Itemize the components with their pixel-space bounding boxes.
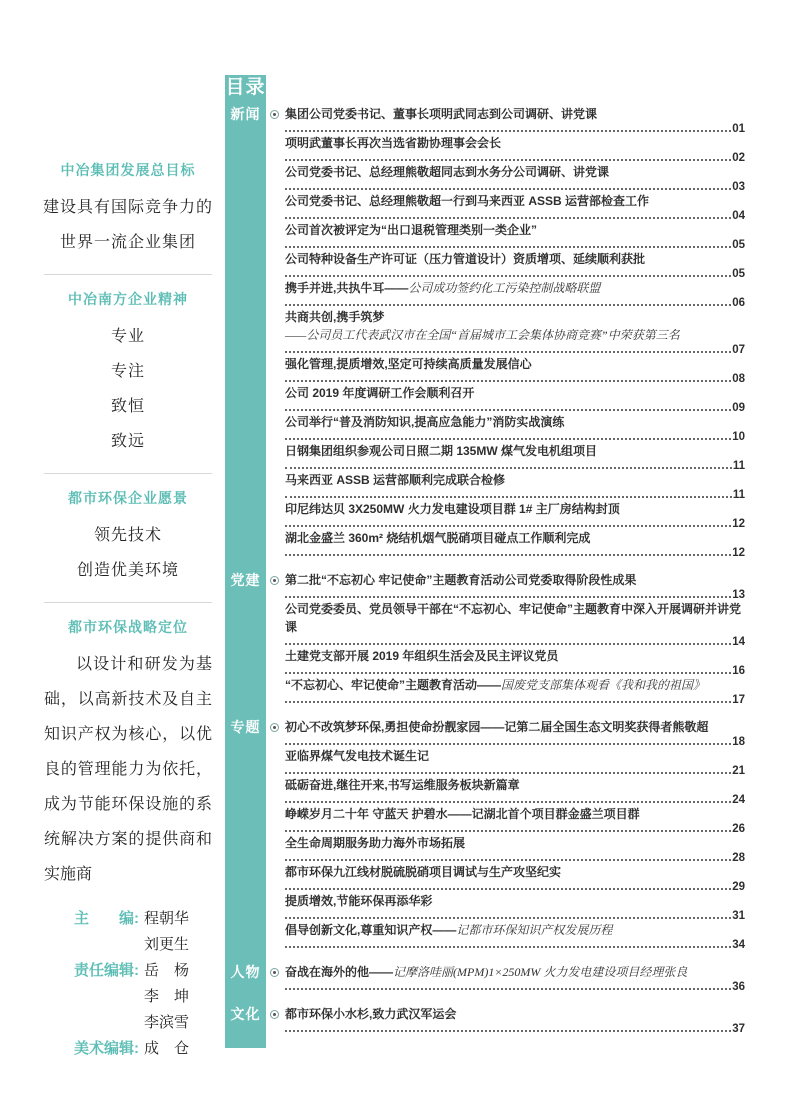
- entry-text: 峥嵘岁月二十年 守蓝天 护碧水——记湖北首个项目群金盛兰项目群: [285, 807, 640, 821]
- credit-row: [74, 984, 216, 1010]
- credit-name: 程朝华: [144, 910, 190, 927]
- entry-title: [285, 834, 745, 852]
- entry-text: 日钢集团组织参观公司日照二期 135MW 煤气发电机组项目: [285, 444, 598, 458]
- credit-label: 责任编辑:: [74, 962, 139, 979]
- entry-leader: [285, 152, 745, 163]
- toc-entry[interactable]: [285, 279, 745, 308]
- entry-text: 集团公司党委书记、董事长项明武同志到公司调研、讲党课: [285, 107, 598, 121]
- entry-text: 都市环保小水杉,致力武汉军运会: [285, 1007, 457, 1021]
- entry-text: 项明武董事长再次当选省勘协理事会会长: [285, 136, 502, 150]
- toc-sections: [225, 105, 745, 1034]
- entry-leader: [285, 939, 745, 950]
- entry-title: [285, 1005, 745, 1023]
- entry-title: [285, 647, 745, 665]
- toc-entry[interactable]: [285, 250, 745, 279]
- sidebar-line: 致恒: [110, 398, 145, 415]
- dotted-leader: [285, 380, 731, 382]
- dotted-leader: [285, 946, 731, 948]
- dotted-leader: [285, 351, 731, 353]
- page-number: 13: [732, 589, 745, 601]
- page-number: 26: [732, 823, 745, 835]
- entry-leader: [285, 636, 745, 647]
- page-number: 36: [732, 981, 745, 993]
- entry-title: [285, 718, 745, 736]
- page-number: 12: [732, 518, 745, 530]
- entry-title: [285, 308, 745, 344]
- entry-text: 公司党委委员、党员领导干部在“不忘初心、牢记使命”主题教育中深入开展调研并讲党课: [285, 602, 742, 634]
- toc-entry[interactable]: [285, 192, 745, 221]
- sidebar-line: 领先技术: [93, 527, 162, 544]
- section-label: 党建: [230, 572, 261, 588]
- entry-leader: [285, 794, 745, 805]
- dotted-leader: [285, 525, 731, 527]
- dotted-leader: [285, 772, 731, 774]
- entry-text: 砥砺奋进,继往开来,书写运维服务板块新篇章: [285, 778, 520, 792]
- sidebar-heading: 都市环保企业愿景: [68, 490, 188, 506]
- entry-leader: [285, 431, 745, 442]
- entry-title: [285, 892, 745, 910]
- sidebar: [40, 148, 216, 1062]
- page-number: 14: [732, 636, 745, 648]
- toc-entry[interactable]: [285, 892, 745, 921]
- credit-name: 李滨雪: [144, 1014, 190, 1031]
- section-side: [225, 105, 285, 122]
- dotted-leader: [285, 409, 731, 411]
- bullet-dot: [273, 1013, 276, 1016]
- credit-row: [74, 1036, 216, 1062]
- entry-title: [285, 805, 745, 823]
- entry-title: [285, 747, 745, 765]
- entry-title: [285, 413, 745, 431]
- entry-subtitle: 记摩洛哇丽(MPM)1×250MW 火力发电建设项目经理张良: [393, 965, 688, 979]
- sidebar-line: 创造优美环境: [76, 562, 179, 579]
- entry-text: 第二批“不忘初心 牢记使命”主题教育活动公司党委取得阶段性成果: [285, 573, 637, 587]
- page-number: 08: [732, 373, 745, 385]
- toc-entry[interactable]: [285, 747, 745, 776]
- entry-text: 共商共创,携手筑梦: [285, 310, 385, 324]
- entry-title: [285, 163, 745, 181]
- section-entries: [285, 1005, 745, 1034]
- entry-text: 公司党委书记、总经理熊敬超一行到马来西亚 ASSB 运营部检查工作: [285, 194, 650, 208]
- entry-subtitle: 公司成功签约化工污染控制战略联盟: [408, 281, 601, 295]
- toc-section: [225, 105, 745, 558]
- dotted-leader: [285, 701, 731, 703]
- toc-entry[interactable]: [285, 921, 745, 950]
- entry-title: [285, 600, 745, 636]
- toc-entry[interactable]: [285, 442, 745, 471]
- section-side: [225, 571, 285, 588]
- credit-row: [74, 958, 216, 984]
- entry-leader: [285, 123, 745, 134]
- dotted-leader: [285, 743, 731, 745]
- section-bullet-icon: [270, 723, 279, 732]
- entry-title: [285, 105, 745, 123]
- dotted-leader: [285, 246, 731, 248]
- dotted-leader: [285, 496, 732, 498]
- toc-entry[interactable]: [285, 718, 745, 747]
- dotted-leader: [285, 275, 731, 277]
- credit-label: [74, 984, 144, 1010]
- entry-title: [285, 921, 745, 939]
- entry-leader: [285, 852, 745, 863]
- credit-row: [74, 932, 216, 958]
- section-side: [225, 1005, 285, 1022]
- credit-row: [74, 906, 216, 932]
- page-number: 07: [732, 344, 745, 356]
- entry-title: [285, 384, 745, 402]
- entry-text: 奋战在海外的他——: [285, 965, 394, 979]
- page-number: 29: [732, 881, 745, 893]
- dotted-leader: [285, 988, 731, 990]
- toc-entry[interactable]: [285, 308, 745, 355]
- entry-title: [285, 529, 745, 547]
- section-label: 文化: [230, 1006, 261, 1022]
- page-number: 16: [732, 665, 745, 677]
- toc-entry[interactable]: [285, 163, 745, 192]
- toc-entry[interactable]: [285, 413, 745, 442]
- toc-entry[interactable]: [285, 647, 745, 676]
- entry-text: 强化管理,提质增效,坚定可持续高质量发展信心: [285, 357, 532, 371]
- sidebar-line: 建设具有国际竞争力的: [42, 199, 213, 216]
- entry-title: [285, 571, 745, 589]
- toc-entry[interactable]: [285, 805, 745, 834]
- page-number: 28: [732, 852, 745, 864]
- entry-text: 提质增效,节能环保再添华彩: [285, 894, 433, 908]
- toc-section: [225, 571, 745, 705]
- section-bullet-icon: [270, 576, 279, 585]
- dotted-leader: [285, 467, 732, 469]
- toc-section: [225, 1005, 745, 1034]
- dotted-leader: [285, 830, 731, 832]
- section-bullet-icon: [270, 1010, 279, 1019]
- entry-leader: [285, 981, 745, 992]
- credit-label: [74, 1010, 144, 1036]
- page-number: 10: [732, 431, 745, 443]
- entry-subtitle: 国废党支部集体观看《我和我的祖国》: [501, 678, 706, 692]
- entry-title: [285, 279, 745, 297]
- page-number: 06: [732, 297, 745, 309]
- section-bullet-icon: [270, 968, 279, 977]
- sidebar-heading: 都市环保战略定位: [68, 619, 188, 635]
- page-number: 01: [732, 123, 745, 135]
- bullet-dot: [273, 113, 276, 116]
- section-entries: [285, 963, 745, 992]
- toc-entry[interactable]: [285, 834, 745, 863]
- entry-leader: [285, 344, 745, 355]
- entry-leader: [285, 373, 745, 384]
- page-number: 11: [732, 489, 745, 501]
- bullet-dot: [273, 726, 276, 729]
- page-number: 21: [732, 765, 745, 777]
- entry-text: 公司 2019 年度调研工作会顺利召开: [285, 386, 475, 400]
- sidebar-heading: 中冶集团发展总目标: [60, 162, 196, 178]
- dotted-leader: [285, 159, 731, 161]
- dotted-leader: [285, 801, 731, 803]
- section-entries: [285, 718, 745, 950]
- dotted-leader: [285, 1030, 731, 1032]
- sidebar-divider: [44, 602, 212, 603]
- section-label: 新闻: [230, 106, 261, 122]
- entry-text: 公司特种设备生产许可证（压力管道设计）资质增项、延续顺利获批: [285, 252, 646, 266]
- entry-text: 都市环保九江线材脱硫脱硝项目调试与生产攻坚纪实: [285, 865, 562, 879]
- entry-title: [285, 776, 745, 794]
- entry-leader: [285, 694, 745, 705]
- dotted-leader: [285, 643, 731, 645]
- entry-leader: [285, 297, 745, 308]
- entry-text: 公司首次被评定为“出口退税管理类别一类企业”: [285, 223, 538, 237]
- page-number: 34: [732, 939, 745, 951]
- toc-entry[interactable]: [285, 134, 745, 163]
- entry-subtitle: 记都市环保知识产权发展历程: [456, 923, 613, 937]
- dotted-leader: [285, 859, 731, 861]
- entry-text: 携手并进,共执牛耳——: [285, 281, 409, 295]
- sidebar-paragraph: 以设计和研发为基础，以高新技术及自主知识产权为核心，以优良的管理能力为依托，成为节能环保设施的系统解决方案的提供商和实施商: [44, 656, 212, 883]
- entry-leader: [285, 268, 745, 279]
- entry-title: [285, 676, 745, 694]
- toc-entry[interactable]: [285, 1005, 745, 1034]
- credit-name: 李 坤: [144, 988, 190, 1005]
- entry-text: 初心不改筑梦环保,勇担使命扮靓家园——记第二届全国生态文明奖获得者熊敬超: [285, 720, 709, 734]
- entry-leader: [285, 881, 745, 892]
- entry-text: 印尼纬达贝 3X250MW 火力发电建设项目群 1# 主厂房结构封顶: [285, 502, 620, 516]
- sidebar-divider: [44, 473, 212, 474]
- entry-title: [285, 221, 745, 239]
- sidebar-blocks: [40, 160, 216, 892]
- entry-title: [285, 500, 745, 518]
- toc-entry[interactable]: [285, 221, 745, 250]
- dotted-leader: [285, 188, 731, 190]
- entry-title: [285, 442, 745, 460]
- toc-entry[interactable]: [285, 963, 745, 992]
- page-number: 11: [732, 460, 745, 472]
- entry-leader: [285, 736, 745, 747]
- page-number: 17: [732, 694, 745, 706]
- entry-title: [285, 134, 745, 152]
- sidebar-divider: [44, 274, 212, 275]
- entry-text: 全生命周期服务助力海外市场拓展: [285, 836, 466, 850]
- section-label: 人物: [230, 964, 261, 980]
- toc-section: [225, 718, 745, 950]
- page-number: 05: [732, 268, 745, 280]
- editorial-credits: [40, 906, 216, 1062]
- entry-text: 亚临界煤气发电技术诞生记: [285, 749, 430, 763]
- credit-name: 成 仓: [144, 1040, 190, 1057]
- entry-text: 土建党支部开展 2019 年组织生活会及民主评议党员: [285, 649, 559, 663]
- bullet-dot: [273, 971, 276, 974]
- section-label: 专题: [230, 719, 261, 735]
- dotted-leader: [285, 888, 731, 890]
- toc-entry[interactable]: [285, 776, 745, 805]
- entry-subtitle: ——公司员工代表武汉市在全国“首届城市工会集体协商竞赛”中荣获第三名: [285, 328, 680, 342]
- credit-label: 美术编辑:: [74, 1040, 139, 1057]
- entry-text: 马来西亚 ASSB 运营部顺利完成联合检修: [285, 473, 506, 487]
- page-number: 37: [732, 1023, 745, 1035]
- credit-name: 岳 杨: [144, 962, 190, 979]
- entry-title: [285, 192, 745, 210]
- dotted-leader: [285, 554, 731, 556]
- entry-leader: [285, 823, 745, 834]
- entry-leader: [285, 910, 745, 921]
- section-bullet-icon: [270, 110, 279, 119]
- entry-leader: [285, 489, 745, 500]
- entry-leader: [285, 210, 745, 221]
- dotted-leader: [285, 130, 731, 132]
- dotted-leader: [285, 596, 731, 598]
- entry-text: 公司党委书记、总经理熊敬超同志到水务分公司调研、讲党课: [285, 165, 610, 179]
- bullet-dot: [273, 579, 276, 582]
- entry-title: [285, 355, 745, 373]
- entry-leader: [285, 765, 745, 776]
- page-number: 18: [732, 736, 745, 748]
- page-number: 24: [732, 794, 745, 806]
- entry-leader: [285, 518, 745, 529]
- page-number: 31: [732, 910, 745, 922]
- entry-text: “不忘初心、牢记使命”主题教育活动——: [285, 678, 502, 692]
- dotted-leader: [285, 917, 731, 919]
- toc-entry[interactable]: [285, 571, 745, 600]
- entry-title: [285, 963, 745, 981]
- toc-entry[interactable]: [285, 105, 745, 134]
- entry-leader: [285, 1023, 745, 1034]
- section-side: [225, 718, 285, 735]
- page-number: 05: [732, 239, 745, 251]
- credit-name: 刘更生: [144, 936, 190, 953]
- credit-label: [74, 932, 144, 958]
- page-number: 04: [732, 210, 745, 222]
- section-side: [225, 963, 285, 980]
- credit-row: [74, 1010, 216, 1036]
- entry-leader: [285, 460, 745, 471]
- sidebar-line: 致远: [110, 433, 145, 450]
- entry-text: 倡导创新文化,尊重知识产权——: [285, 923, 457, 937]
- page-number: 12: [732, 547, 745, 559]
- entry-title: [285, 471, 745, 489]
- dotted-leader: [285, 304, 731, 306]
- entry-text: 湖北金盛兰 360m² 烧结机烟气脱硝项目碰点工作顺利完成: [285, 531, 591, 545]
- entry-title: [285, 863, 745, 881]
- sidebar-line: 世界一流企业集团: [59, 234, 196, 251]
- entry-text: 公司举行“普及消防知识,提高应急能力”消防实战演练: [285, 415, 565, 429]
- section-entries: [285, 105, 745, 558]
- page-number: 03: [732, 181, 745, 193]
- toc-entry[interactable]: [285, 500, 745, 529]
- toc-entry[interactable]: [285, 529, 745, 558]
- toc-entry[interactable]: [285, 384, 745, 413]
- sidebar-line: 专业: [110, 328, 145, 345]
- entry-leader: [285, 589, 745, 600]
- entry-leader: [285, 239, 745, 250]
- page-number: 02: [732, 152, 745, 164]
- entry-leader: [285, 547, 745, 558]
- entry-title: [285, 250, 745, 268]
- toc-title: 目录: [225, 77, 266, 98]
- entry-leader: [285, 402, 745, 413]
- section-entries: [285, 571, 745, 705]
- dotted-leader: [285, 672, 731, 674]
- dotted-leader: [285, 217, 731, 219]
- toc-entry[interactable]: [285, 600, 745, 647]
- table-of-contents: [225, 75, 745, 1048]
- toc-entry[interactable]: [285, 471, 745, 500]
- sidebar-line: 专注: [110, 363, 145, 380]
- sidebar-heading: 中冶南方企业精神: [68, 291, 188, 307]
- credit-label: 主 编:: [74, 910, 139, 927]
- entry-leader: [285, 181, 745, 192]
- toc-entry[interactable]: [285, 355, 745, 384]
- toc-entry[interactable]: [285, 863, 745, 892]
- toc-section: [225, 963, 745, 992]
- toc-entry[interactable]: [285, 676, 745, 705]
- entry-leader: [285, 665, 745, 676]
- dotted-leader: [285, 438, 731, 440]
- page-number: 09: [732, 402, 745, 414]
